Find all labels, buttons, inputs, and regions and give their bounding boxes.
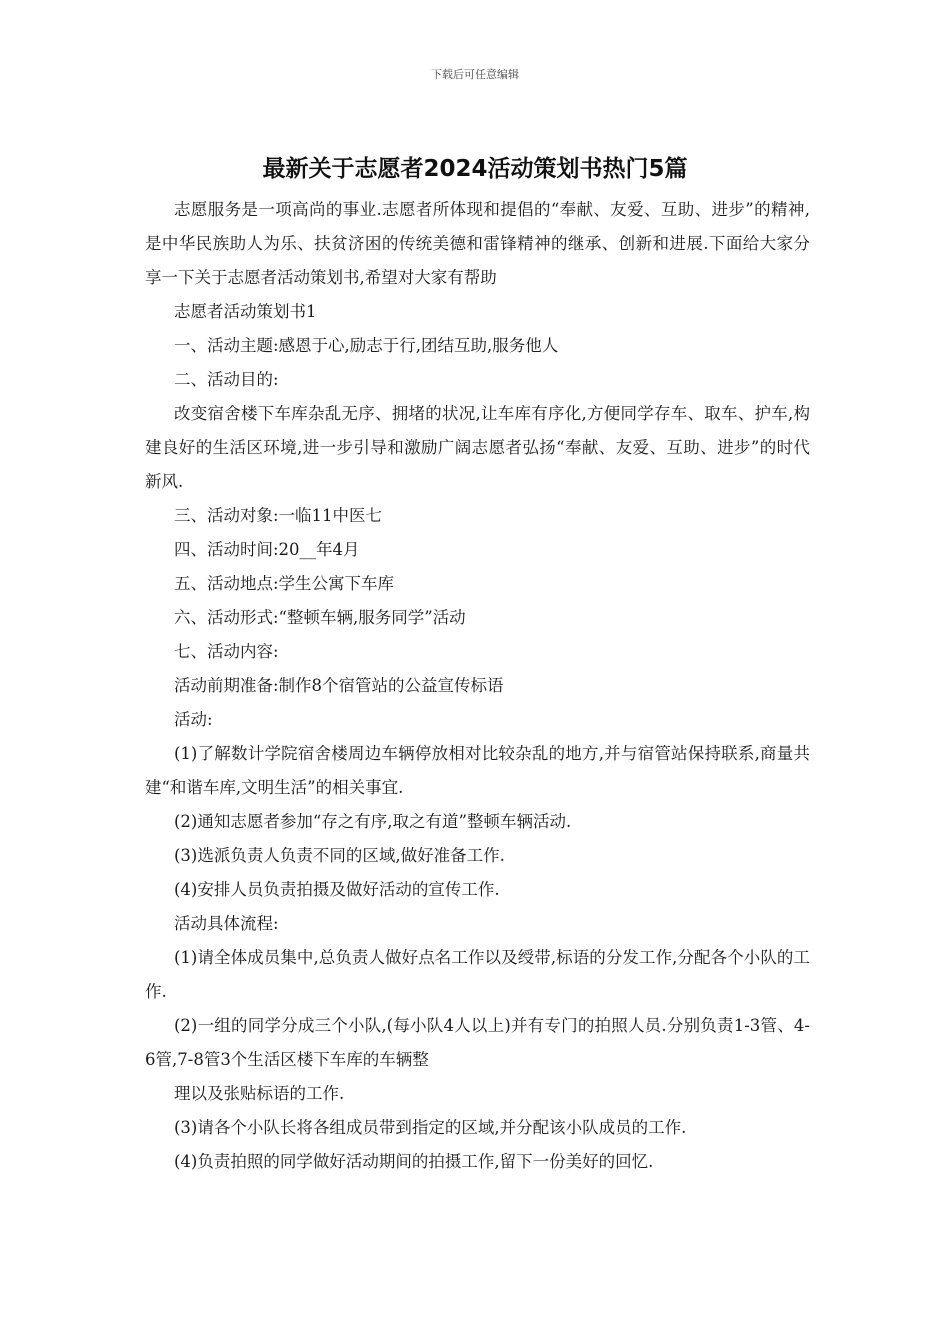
activity-location: 五、活动地点:学生公寓下车库 xyxy=(174,574,395,593)
process-heading: 活动具体流程: xyxy=(174,914,279,933)
preparation-text: 活动前期准备:制作8个宿管站的公益宣传标语 xyxy=(174,676,504,695)
list-item: (1)请全体成员集中,总负责人做好点名工作以及绶带,标语的分发工作,分配各个小队的工作. xyxy=(145,948,810,1001)
list-item: (3)选派负责人负责不同的区域,做好准备工作. xyxy=(174,846,505,865)
activity-label: 活动: xyxy=(174,710,213,729)
list-item: (4)负责拍照的同学做好活动期间的拍摄工作,留下一份美好的回忆. xyxy=(174,1152,654,1171)
activity-purpose-text: 改变宿舍楼下车库杂乱无序、拥堵的状况,让车库有序化,方便同学存车、取车、护车,构建良好的生活区环境,进一步引导和激励广阔志愿者弘扬“奉献、友爱、互助、进步”的时代新风. xyxy=(145,404,810,491)
list-item: (2)一组的同学分成三个小队,(每小队4人以上)并有专门的拍照人员.分别负责1-3管、4-6管,7-8管3个生活区楼下车库的车辆整 xyxy=(145,1016,810,1069)
list-item-continuation: 理以及张贴标语的工作. xyxy=(174,1084,345,1103)
page-header-note: 下载后可任意编辑 xyxy=(431,68,519,81)
list-item: (1)了解数计学院宿舍楼周边车辆停放相对比较杂乱的地方,并与宿管站保持联系,商量共建“和谐车库,文明生活”的相关事宜. xyxy=(145,744,810,797)
activity-time: 四、活动时间:20__年4月 xyxy=(174,540,360,559)
activity-target: 三、活动对象:一临11中医七 xyxy=(174,506,383,525)
document-title: 最新关于志愿者2024活动策划书热门5篇 xyxy=(262,156,688,182)
section-heading: 志愿者活动策划书1 xyxy=(174,302,317,321)
intro-paragraph: 志愿服务是一项高尚的事业.志愿者所体现和提倡的“奉献、友爱、互助、进步”的精神,是中华民族助人为乐、扶贫济困的传统美德和雷锋精神的继承、创新和进展.下面给大家分享一下关于志愿者活动策划书,希望对大家有帮助 xyxy=(145,200,810,287)
list-item: (2)通知志愿者参加“存之有序,取之有道”整顿车辆活动. xyxy=(174,812,572,831)
activity-form: 六、活动形式:“整顿车辆,服务同学”活动 xyxy=(174,608,466,627)
document-body xyxy=(145,193,810,1179)
list-item: (4)安排人员负责拍摄及做好活动的宣传工作. xyxy=(174,880,500,899)
activity-theme: 一、活动主题:感恩于心,励志于行,团结互助,服务他人 xyxy=(174,336,559,355)
list-item: (3)请各个小队长将各组成员带到指定的区域,并分配该小队成员的工作. xyxy=(174,1118,687,1137)
activity-purpose-heading: 二、活动目的: xyxy=(174,370,279,389)
activity-content-heading: 七、活动内容: xyxy=(174,642,279,661)
